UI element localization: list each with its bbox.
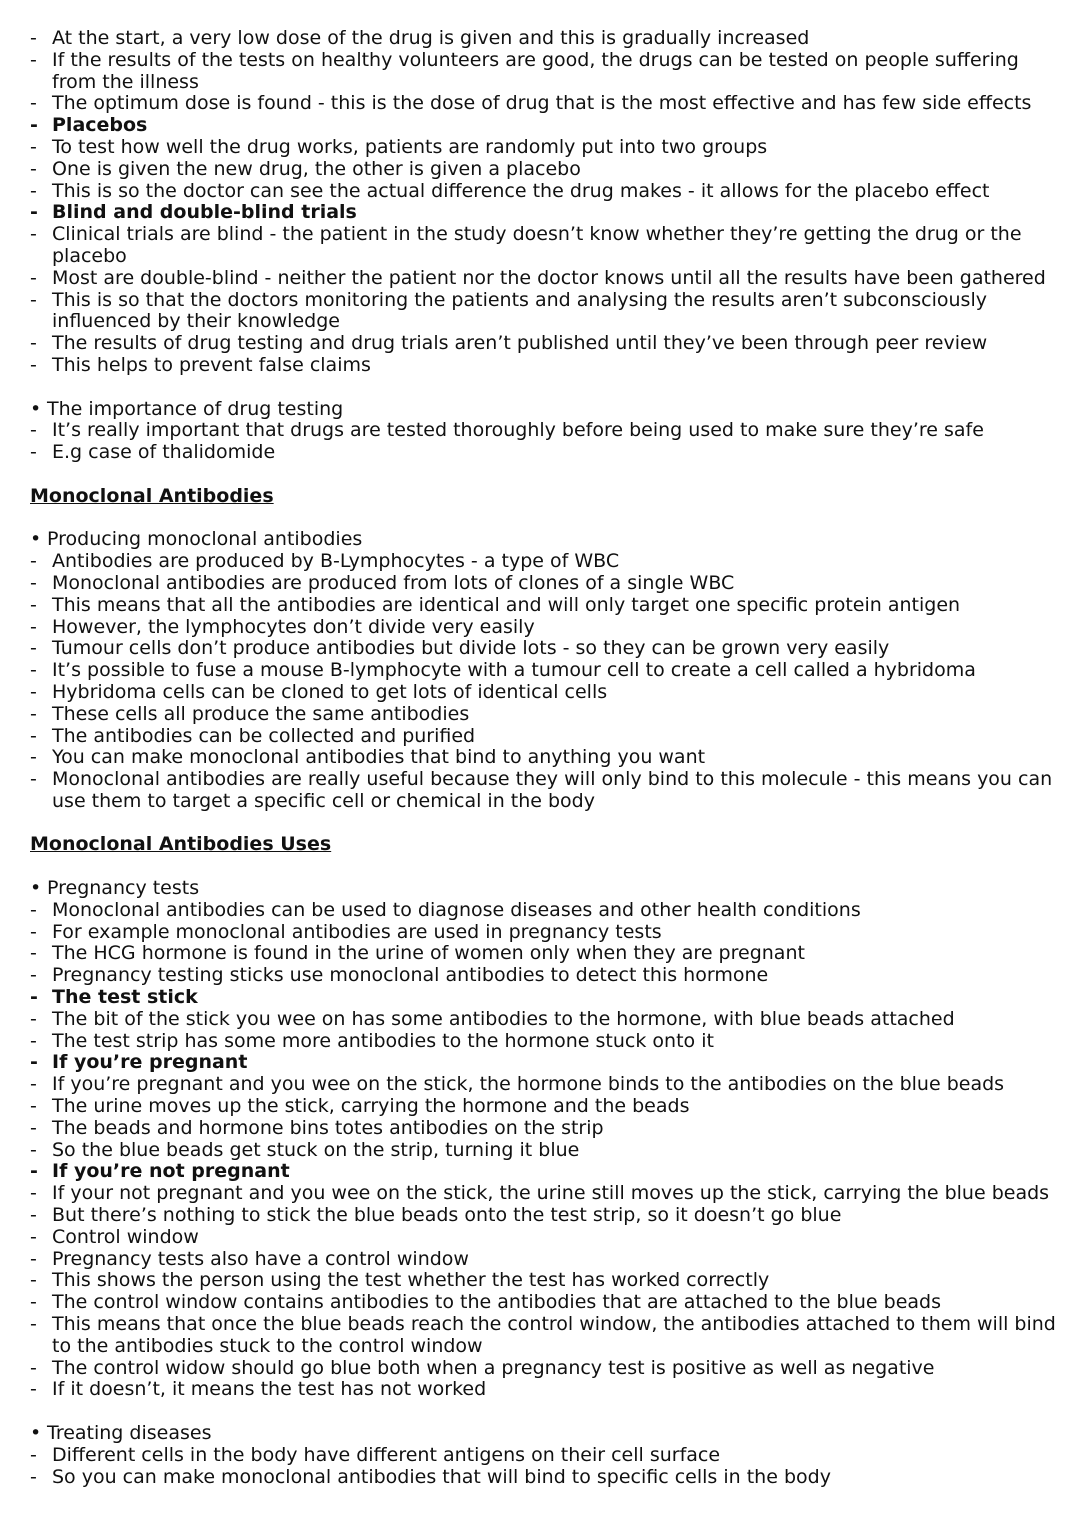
bullet-pregnancy xyxy=(30,878,1060,900)
list-item-text: But there’s nothing to stick the blue beads onto the test strip, so it doesn’t go blue xyxy=(52,1204,842,1227)
bullet-label: Treating diseases xyxy=(47,1422,212,1444)
list-item-text: This helps to prevent false claims xyxy=(52,353,371,376)
spacer xyxy=(30,464,1060,486)
bullet-label: Pregnancy tests xyxy=(47,877,200,900)
dash-marker: - xyxy=(30,1160,38,1183)
list-item xyxy=(30,682,1060,704)
dash-marker: - xyxy=(30,157,37,180)
dash-marker: - xyxy=(30,114,38,137)
list-item-text: Monoclonal antibodies can be used to diagnose diseases and other health conditions xyxy=(52,898,861,921)
list-uses xyxy=(30,900,1060,1401)
list-item xyxy=(30,1140,1060,1162)
list-item-text: Antibodies are produced by B-Lymphocytes - a type of WBC xyxy=(52,550,620,573)
list-item xyxy=(30,137,1060,159)
list-item xyxy=(30,704,1060,726)
dash-marker: - xyxy=(30,724,37,747)
list-item xyxy=(30,987,1060,1009)
dash-marker: - xyxy=(30,746,37,769)
dash-marker: - xyxy=(30,48,37,71)
list-item xyxy=(30,595,1060,617)
list-item-text: Monoclonal antibodies are really useful because they will only bind to this molecule - this means you can use them to target a specific cell or chemical in the body xyxy=(52,768,1053,812)
bullet-dot: • xyxy=(30,877,42,900)
list-item xyxy=(30,159,1060,181)
list-item-text: At the start, a very low dose of the drug is given and this is gradually increased xyxy=(52,27,810,49)
dash-marker: - xyxy=(30,1138,37,1161)
list-item xyxy=(30,202,1060,224)
list-item xyxy=(30,1358,1060,1380)
list-item-text: The results of drug testing and drug trials aren’t published until they’ve been through peer review xyxy=(52,332,988,355)
list-item xyxy=(30,181,1060,203)
spacer xyxy=(30,813,1060,835)
dash-marker: - xyxy=(30,266,37,289)
bullet-label: Producing monoclonal antibodies xyxy=(47,528,363,551)
dash-marker: - xyxy=(30,1247,37,1270)
dash-marker: - xyxy=(30,1095,37,1118)
list-item-text: Monoclonal antibodies are produced from lots of clones of a single WBC xyxy=(52,571,735,594)
list-item-text: The control window contains antibodies to the antibodies that are attached to the blue beads xyxy=(52,1291,941,1314)
dash-marker: - xyxy=(30,964,37,987)
list-item-text: However, the lymphocytes don’t divide very easily xyxy=(52,615,535,638)
list-item-text: To test how well the drug works, patients are randomly put into two groups xyxy=(52,135,768,158)
list-item-text: If you’re not pregnant xyxy=(52,1160,290,1183)
dash-marker: - xyxy=(30,332,37,355)
list-item xyxy=(30,1031,1060,1053)
dash-marker: - xyxy=(30,898,37,921)
list-item-text: It’s possible to fuse a mouse B-lymphocyte with a tumour cell to create a cell called a hybridoma xyxy=(52,659,976,682)
dash-marker: - xyxy=(30,441,37,464)
dash-marker: - xyxy=(30,768,37,791)
dash-marker: - xyxy=(30,1204,37,1227)
list-item-text: Pregnancy tests also have a control window xyxy=(52,1247,469,1270)
list-item-text: You can make monoclonal antibodies that bind to anything you want xyxy=(52,746,706,769)
list-item xyxy=(30,1227,1060,1249)
document xyxy=(30,28,1060,1488)
list-item xyxy=(30,922,1060,944)
dash-marker: - xyxy=(30,1051,38,1074)
dash-marker: - xyxy=(30,942,37,965)
list-item xyxy=(30,1096,1060,1118)
list-item-text: The test stick xyxy=(52,986,198,1009)
spacer xyxy=(30,508,1060,530)
dash-marker: - xyxy=(30,1269,37,1292)
list-item-text: Control window xyxy=(52,1225,199,1248)
list-item-text: For example monoclonal antibodies are used in pregnancy tests xyxy=(52,920,662,943)
list-item-text: The optimum dose is found - this is the dose of drug that is the most effective and has few side effects xyxy=(52,92,1032,115)
list-item xyxy=(30,1445,1060,1467)
spacer xyxy=(30,856,1060,878)
list-item xyxy=(30,115,1060,137)
dash-marker: - xyxy=(30,659,37,682)
list-item xyxy=(30,1074,1060,1096)
spacer xyxy=(30,1401,1060,1423)
list-item-text: If the results of the tests on healthy volunteers are good, the drugs can be tested on people suffering from the illness xyxy=(52,48,1019,93)
dash-marker: - xyxy=(30,223,37,246)
list-item-text: If you’re pregnant xyxy=(52,1051,248,1074)
bullet-dot: • xyxy=(30,528,42,551)
list-item xyxy=(30,290,1060,334)
list-item xyxy=(30,1205,1060,1227)
dash-marker: - xyxy=(30,550,37,573)
list-item xyxy=(30,638,1060,660)
list-item xyxy=(30,1249,1060,1271)
dash-marker: - xyxy=(30,1073,37,1096)
list-item xyxy=(30,355,1060,377)
list-item xyxy=(30,1009,1060,1031)
bullet-label: The importance of drug testing xyxy=(47,397,344,420)
spacer xyxy=(30,377,1060,399)
list-item xyxy=(30,965,1060,987)
list-item-text: Blind and double-blind trials xyxy=(52,201,357,224)
list-monoclonal xyxy=(30,551,1060,813)
list-item xyxy=(30,573,1060,595)
dash-marker: - xyxy=(30,986,38,1009)
dash-marker: - xyxy=(30,92,37,115)
list-importance xyxy=(30,420,1060,464)
heading-monoclonal: Monoclonal Antibodies xyxy=(30,484,274,507)
list-item xyxy=(30,769,1060,813)
list-item-text: The urine moves up the stick, carrying the hormone and the beads xyxy=(52,1095,690,1118)
list-item xyxy=(30,617,1060,639)
dash-marker: - xyxy=(30,1356,37,1379)
dash-marker: - xyxy=(30,27,37,49)
list-item xyxy=(30,900,1060,922)
list-item-text: Clinical trials are blind - the patient in the study doesn’t know whether they’re getting the drug or the placebo xyxy=(52,223,1022,267)
list-item-text: So the blue beads get stuck on the strip, turning it blue xyxy=(52,1138,580,1161)
list-treating xyxy=(30,1445,1060,1489)
list-item xyxy=(30,1314,1060,1358)
dash-marker: - xyxy=(30,179,37,202)
list-item-text: This shows the person using the test whether the test has worked correctly xyxy=(52,1269,770,1292)
list-item xyxy=(30,420,1060,442)
list-item-text: Placebos xyxy=(52,114,148,137)
dash-marker: - xyxy=(30,615,37,638)
dash-marker: - xyxy=(30,1378,37,1401)
bullet-treating xyxy=(30,1423,1060,1445)
dash-marker: - xyxy=(30,201,38,224)
dash-marker: - xyxy=(30,1291,37,1314)
list-item xyxy=(30,1118,1060,1140)
list-item-text: Most are double-blind - neither the patient nor the doctor knows until all the results have been gathered xyxy=(52,266,1046,289)
list-item-text: The control widow should go blue both when a pregnancy test is positive as well as negative xyxy=(52,1356,935,1379)
list-item xyxy=(30,1183,1060,1205)
list-item-text: The HCG hormone is found in the urine of women only when they are pregnant xyxy=(52,942,805,965)
bullet-producing xyxy=(30,529,1060,551)
list-item xyxy=(30,442,1060,464)
list-item xyxy=(30,1161,1060,1183)
list-item xyxy=(30,1292,1060,1314)
list-item xyxy=(30,1270,1060,1292)
list-item xyxy=(30,50,1060,94)
dash-marker: - xyxy=(30,1007,37,1030)
dash-marker: - xyxy=(30,288,37,311)
list-item-text: It’s really important that drugs are tested thoroughly before being used to make sure they’re safe xyxy=(52,419,984,442)
dash-marker: - xyxy=(30,353,37,376)
list-item-text: If you’re pregnant and you wee on the stick, the hormone binds to the antibodies on the blue beads xyxy=(52,1073,1005,1096)
list-item xyxy=(30,1467,1060,1489)
list-item-text: The beads and hormone bins totes antibodies on the strip xyxy=(52,1116,604,1139)
heading-uses: Monoclonal Antibodies Uses xyxy=(30,833,332,856)
list-item xyxy=(30,1052,1060,1074)
list-item xyxy=(30,551,1060,573)
dash-marker: - xyxy=(30,1313,37,1336)
bullet-dot: • xyxy=(30,397,42,420)
list-item-text: This is so the doctor can see the actual difference the drug makes - it allows for the placebo effect xyxy=(52,179,990,202)
dash-marker: - xyxy=(30,1116,37,1139)
dash-marker: - xyxy=(30,702,37,725)
list-intro xyxy=(30,28,1060,377)
list-item-text: Different cells in the body have different antigens on their cell surface xyxy=(52,1443,721,1466)
bullet-importance xyxy=(30,399,1060,421)
dash-marker: - xyxy=(30,680,37,703)
list-item-text: E.g case of thalidomide xyxy=(52,441,276,464)
list-item xyxy=(30,333,1060,355)
dash-marker: - xyxy=(30,135,37,158)
list-item-text: So you can make monoclonal antibodies that will bind to specific cells in the body xyxy=(52,1465,831,1488)
list-item-text: The test strip has some more antibodies to the hormone stuck onto it xyxy=(52,1029,714,1052)
list-item xyxy=(30,224,1060,268)
list-item xyxy=(30,93,1060,115)
list-item-text: If your not pregnant and you wee on the stick, the urine still moves up the stick, carrying the blue beads xyxy=(52,1182,1050,1205)
list-item xyxy=(30,1379,1060,1401)
list-item-text: The bit of the stick you wee on has some antibodies to the hormone, with blue beads attached xyxy=(52,1007,955,1030)
list-item xyxy=(30,28,1060,50)
list-item xyxy=(30,726,1060,748)
list-item-text: Hybridoma cells can be cloned to get lots of identical cells xyxy=(52,680,608,703)
list-item-text: This is so that the doctors monitoring the patients and analysing the results aren’t subconsciously influenced by their knowledge xyxy=(52,288,987,333)
list-item-text: This means that once the blue beads reach the control window, the antibodies attached to them will bind to the antibodies stuck to the control window xyxy=(52,1313,1056,1357)
dash-marker: - xyxy=(30,593,37,616)
dash-marker: - xyxy=(30,1182,37,1205)
list-item xyxy=(30,268,1060,290)
list-item xyxy=(30,660,1060,682)
dash-marker: - xyxy=(30,1029,37,1052)
list-item-text: Tumour cells don’t produce antibodies but divide lots - so they can be grown very easily xyxy=(52,637,890,660)
list-item xyxy=(30,747,1060,769)
dash-marker: - xyxy=(30,920,37,943)
dash-marker: - xyxy=(30,419,37,442)
list-item-text: The antibodies can be collected and purified xyxy=(52,724,476,747)
dash-marker: - xyxy=(30,571,37,594)
dash-marker: - xyxy=(30,637,37,660)
dash-marker: - xyxy=(30,1225,37,1248)
list-item-text: Pregnancy testing sticks use monoclonal antibodies to detect this hormone xyxy=(52,964,769,987)
list-item-text: These cells all produce the same antibodies xyxy=(52,702,470,725)
bullet-dot: • xyxy=(30,1422,42,1444)
dash-marker: - xyxy=(30,1465,37,1488)
list-item-text: One is given the new drug, the other is given a placebo xyxy=(52,157,581,180)
dash-marker: - xyxy=(30,1443,37,1466)
list-item-text: This means that all the antibodies are identical and will only target one specific protein antigen xyxy=(52,593,961,616)
list-item-text: If it doesn’t, it means the test has not worked xyxy=(52,1378,487,1401)
list-item xyxy=(30,943,1060,965)
